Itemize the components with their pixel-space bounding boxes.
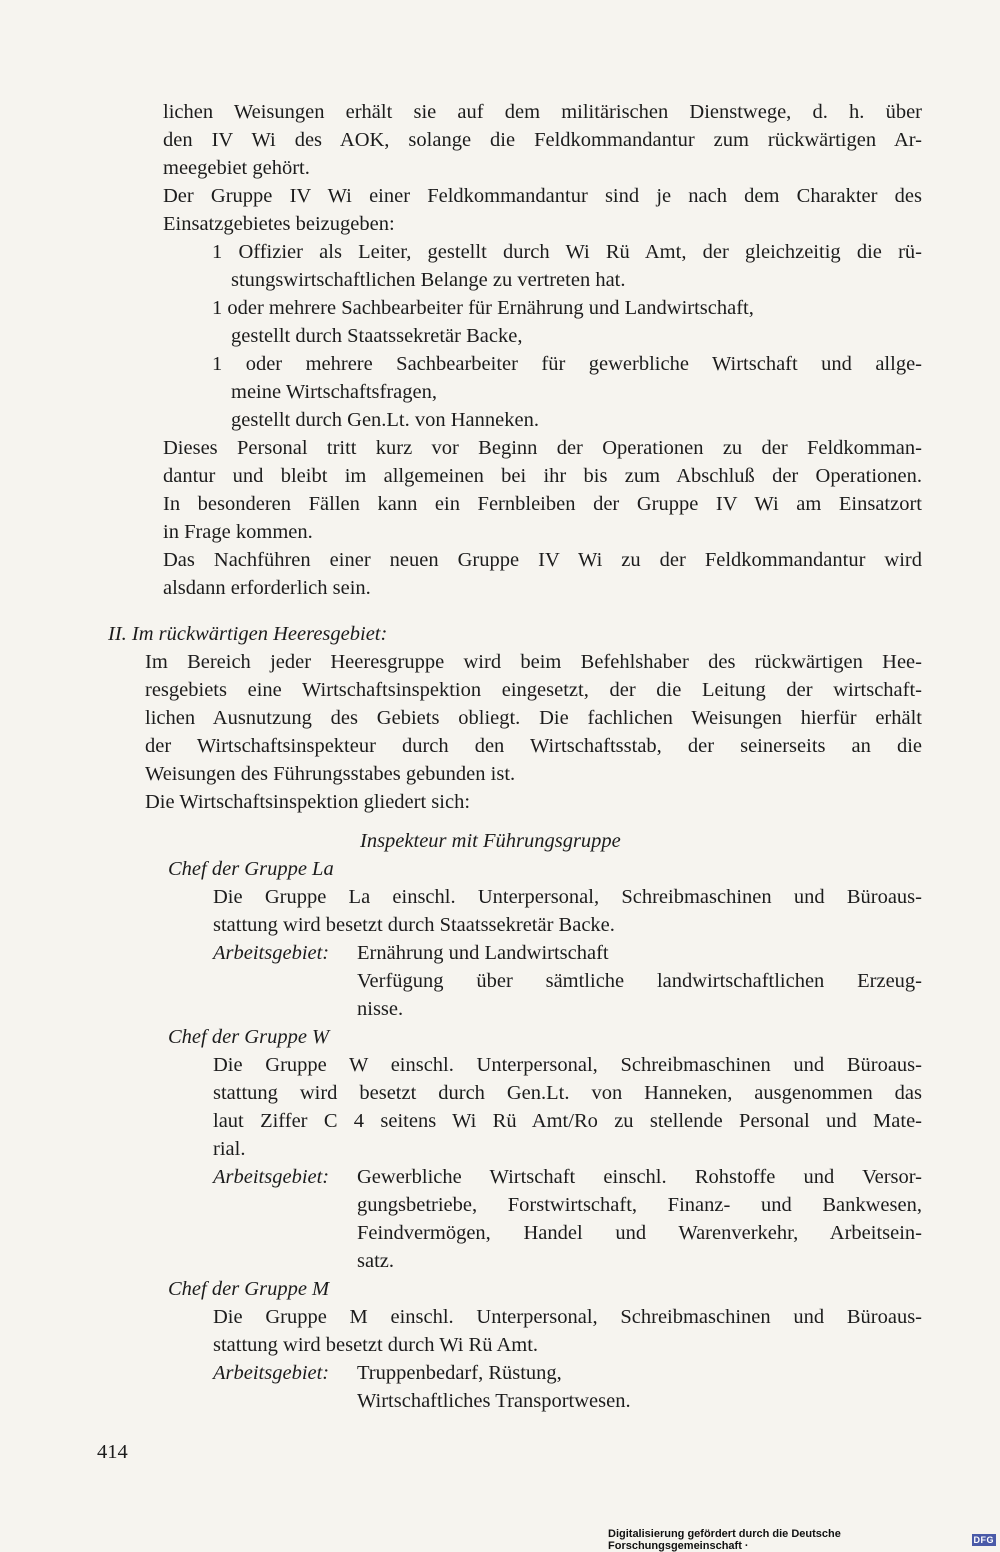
text-line: gestellt durch Gen.Lt. von Hanneken.: [231, 409, 539, 431]
list-item: 1 Offizier als Leiter, gestellt durch Wi Rü Amt, der gleichzeitig die rü-: [212, 241, 922, 263]
text-line: Die Gruppe La einschl. Unterpersonal, Schreibmaschinen und Büroaus-: [213, 886, 922, 908]
text-line: Dieses Personal tritt kurz vor Beginn der Operationen zu der Feldkomman-: [163, 437, 922, 459]
field-label: Arbeitsgebiet:: [213, 1362, 330, 1384]
field-value: nisse.: [357, 998, 404, 1020]
field-value: Feindvermögen, Handel und Warenverkehr, Arbeitsein-: [357, 1222, 922, 1244]
digitization-footer: [608, 1528, 996, 1552]
text-line: in Frage kommen.: [163, 521, 313, 543]
dfg-logo: DFG: [973, 1535, 994, 1545]
field-label: Arbeitsgebiet:: [213, 942, 330, 964]
text-line: meine Wirtschaftsfragen,: [231, 381, 437, 403]
subheading: Inspekteur mit Führungsgruppe: [360, 830, 621, 852]
list-item: 1 oder mehrere Sachbearbeiter für gewerbliche Wirtschaft und allge-: [212, 353, 922, 375]
text-line: stattung wird besetzt durch Staatssekretär Backe.: [213, 914, 615, 936]
field-value: satz.: [357, 1250, 394, 1272]
text-line: den IV Wi des AOK, solange die Feldkommandantur zum rückwärtigen Ar-: [163, 129, 922, 151]
footer-text: Digitalisierung gefördert durch die Deutsche Forschungsgemeinschaft ·: [608, 1528, 841, 1552]
text-line: In besonderen Fällen kann ein Fernbleiben der Gruppe IV Wi am Einsatzort: [163, 493, 922, 515]
text-line: dantur und bleibt im allgemeinen bei ihr bis zum Abschluß der Operationen.: [163, 465, 922, 487]
section-heading: II. Im rückwärtigen Heeresgebiet:: [108, 623, 388, 645]
field-label: Arbeitsgebiet:: [213, 1166, 330, 1188]
group-heading: Chef der Gruppe W: [168, 1026, 330, 1048]
field-value: Wirtschaftliches Transportwesen.: [357, 1390, 631, 1412]
list-item: 1 oder mehrere Sachbearbeiter für Ernährung und Landwirtschaft,: [212, 297, 754, 319]
text-line: rial.: [213, 1138, 246, 1160]
text-line: alsdann erforderlich sein.: [163, 577, 371, 599]
field-value: gungsbetriebe, Forstwirtschaft, Finanz- und Bankwesen,: [357, 1194, 922, 1216]
field-value: Gewerbliche Wirtschaft einschl. Rohstoffe und Versor-: [357, 1166, 922, 1188]
text-line: lichen Ausnutzung des Gebiets obliegt. Die fachlichen Weisungen hierfür erhält: [145, 707, 922, 729]
page-number: 414: [97, 1441, 128, 1463]
field-value: Ernährung und Landwirtschaft: [357, 942, 609, 964]
text-line: Die Wirtschaftsinspektion gliedert sich:: [145, 791, 471, 813]
text-line: gestellt durch Staatssekretär Backe,: [231, 325, 523, 347]
text-line: meegebiet gehört.: [163, 157, 310, 179]
text-line: stattung wird besetzt durch Wi Rü Amt.: [213, 1334, 539, 1356]
text-line: Die Gruppe W einschl. Unterpersonal, Schreibmaschinen und Büroaus-: [213, 1054, 922, 1076]
group-heading: Chef der Gruppe M: [168, 1278, 330, 1300]
text-line: laut Ziffer C 4 seitens Wi Rü Amt/Ro zu stellende Personal und Mate-: [213, 1110, 922, 1132]
text-line: Einsatzgebietes beizugeben:: [163, 213, 395, 235]
text-line: stungswirtschaftlichen Belange zu vertreten hat.: [231, 269, 626, 291]
text-line: Im Bereich jeder Heeresgruppe wird beim Befehlshaber des rückwärtigen Hee-: [145, 651, 922, 673]
text-line: Weisungen des Führungsstabes gebunden ist.: [145, 763, 516, 785]
group-heading: Chef der Gruppe La: [168, 858, 334, 880]
text-line: Der Gruppe IV Wi einer Feldkommandantur sind je nach dem Charakter des: [163, 185, 922, 207]
text-line: stattung wird besetzt durch Gen.Lt. von Hanneken, ausgenommen das: [213, 1082, 922, 1104]
text-line: Das Nachführen einer neuen Gruppe IV Wi zu der Feldkommandantur wird: [163, 549, 922, 571]
field-value: Truppenbedarf, Rüstung,: [357, 1362, 562, 1384]
text-line: der Wirtschaftsinspekteur durch den Wirtschaftsstab, der seinerseits an die: [145, 735, 922, 757]
text-line: resgebiets eine Wirtschaftsinspektion eingesetzt, der die Leitung der wirtschaft-: [145, 679, 922, 701]
field-value: Verfügung über sämtliche landwirtschaftlichen Erzeug-: [357, 970, 922, 992]
text-line: lichen Weisungen erhält sie auf dem militärischen Dienstwege, d. h. über: [163, 101, 922, 123]
text-line: Die Gruppe M einschl. Unterpersonal, Schreibmaschinen und Büroaus-: [213, 1306, 922, 1328]
